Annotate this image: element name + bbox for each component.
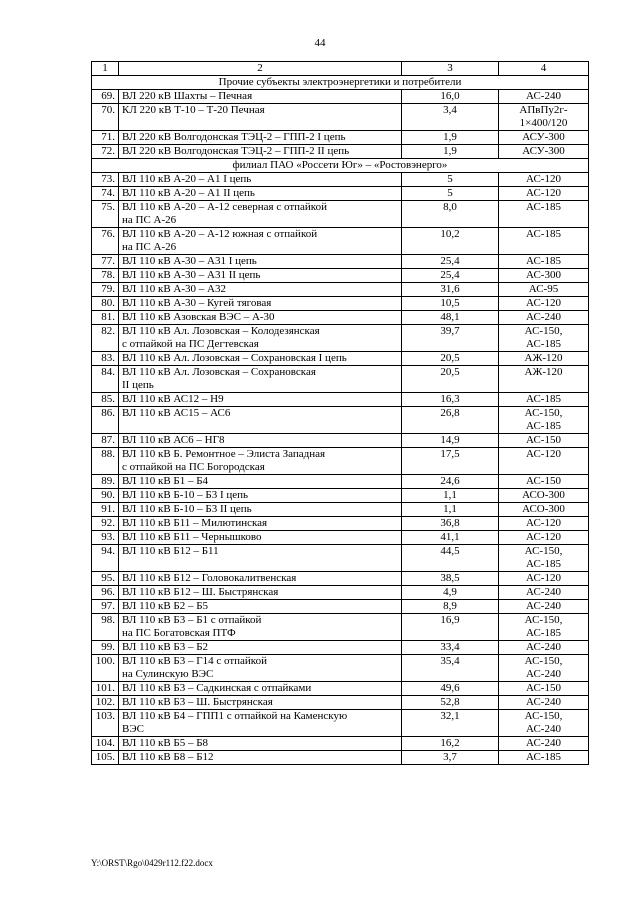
line-length: 1,9 [402, 145, 499, 159]
table-row [92, 407, 589, 434]
wire-type: АС-150 [499, 434, 589, 448]
wire-type: АС-240 [499, 641, 589, 655]
line-name: ВЛ 220 кВ Шахты – Печная [119, 90, 402, 104]
wire-type: АС-300 [499, 269, 589, 283]
row-number: 78. [92, 269, 119, 283]
line-name: ВЛ 110 кВ Б3 – Ш. Быстрянская [119, 696, 402, 710]
line-name: ВЛ 110 кВ Б3 – Г14 с отпайкой на Сулинскую ВЭС [119, 655, 402, 682]
line-name: ВЛ 110 кВ Б12 – Головокалитвенская [119, 572, 402, 586]
line-length: 38,5 [402, 572, 499, 586]
line-length: 14,9 [402, 434, 499, 448]
row-number: 89. [92, 475, 119, 489]
wire-type: АС-150, АС-185 [499, 545, 589, 572]
wire-type: АЖ-120 [499, 352, 589, 366]
wire-type: АС-185 [499, 393, 589, 407]
row-number: 73. [92, 173, 119, 187]
line-name: ВЛ 110 кВ АС12 – Н9 [119, 393, 402, 407]
row-number: 85. [92, 393, 119, 407]
table-header-row [92, 62, 589, 76]
row-number: 94. [92, 545, 119, 572]
wire-type: АС-185 [499, 255, 589, 269]
line-name: ВЛ 110 кВ АС6 – НГ8 [119, 434, 402, 448]
table-row [92, 751, 589, 765]
row-number: 91. [92, 503, 119, 517]
wire-type: АСО-300 [499, 503, 589, 517]
table-row [92, 366, 589, 393]
wire-type: АСУ-300 [499, 131, 589, 145]
line-length: 41,1 [402, 531, 499, 545]
wire-type: АС-120 [499, 173, 589, 187]
line-length: 8,9 [402, 600, 499, 614]
line-length: 32,1 [402, 710, 499, 737]
line-length: 10,2 [402, 228, 499, 255]
section-title: филиал ПАО «Россети Юг» – «Ростовэнерго» [92, 159, 589, 173]
row-number: 90. [92, 489, 119, 503]
line-name: ВЛ 110 кВ Б1 – Б4 [119, 475, 402, 489]
line-name: ВЛ 110 кВ А-30 – А31 I цепь [119, 255, 402, 269]
wire-type: АПвПу2г- 1×400/120 [499, 104, 589, 131]
row-number: 81. [92, 311, 119, 325]
line-length: 36,8 [402, 517, 499, 531]
line-length: 3,4 [402, 104, 499, 131]
line-name: ВЛ 110 кВ Ал. Лозовская – Сохрановская I цепь [119, 352, 402, 366]
wire-type: АС-185 [499, 228, 589, 255]
table-row [92, 255, 589, 269]
line-length: 16,2 [402, 737, 499, 751]
row-number: 99. [92, 641, 119, 655]
row-number: 69. [92, 90, 119, 104]
wire-type: АС-150, АС-240 [499, 710, 589, 737]
wire-type: АС-240 [499, 586, 589, 600]
line-length: 1,1 [402, 503, 499, 517]
row-number: 79. [92, 283, 119, 297]
line-length: 20,5 [402, 352, 499, 366]
header-cell: 2 [119, 62, 402, 76]
line-name: ВЛ 110 кВ А-20 – А1 II цепь [119, 187, 402, 201]
row-number: 76. [92, 228, 119, 255]
table-row [92, 489, 589, 503]
line-name: ВЛ 110 кВ Б8 – Б12 [119, 751, 402, 765]
row-number: 92. [92, 517, 119, 531]
line-name: ВЛ 220 кВ Волгодонская ТЭЦ-2 – ГПП-2 I цепь [119, 131, 402, 145]
wire-type: АС-120 [499, 187, 589, 201]
line-name: ВЛ 110 кВ А-20 – А1 I цепь [119, 173, 402, 187]
row-number: 83. [92, 352, 119, 366]
table-row [92, 131, 589, 145]
table-row [92, 187, 589, 201]
section-row [92, 76, 589, 90]
row-number: 88. [92, 448, 119, 475]
line-length: 33,4 [402, 641, 499, 655]
table-row [92, 682, 589, 696]
line-length: 8,0 [402, 201, 499, 228]
table-row [92, 104, 589, 131]
table-row [92, 434, 589, 448]
wire-type: АС-120 [499, 448, 589, 475]
line-length: 24,6 [402, 475, 499, 489]
section-row [92, 159, 589, 173]
table-row [92, 173, 589, 187]
line-name: ВЛ 110 кВ Ал. Лозовская – Сохрановская II цепь [119, 366, 402, 393]
table-row [92, 228, 589, 255]
row-number: 70. [92, 104, 119, 131]
row-number: 95. [92, 572, 119, 586]
row-number: 80. [92, 297, 119, 311]
wire-type: АС-120 [499, 572, 589, 586]
line-length: 52,8 [402, 696, 499, 710]
page-number: 44 [314, 37, 326, 49]
wire-type: АС-240 [499, 311, 589, 325]
table-row [92, 531, 589, 545]
table-row [92, 517, 589, 531]
table-row [92, 655, 589, 682]
table-row [92, 696, 589, 710]
line-length: 49,6 [402, 682, 499, 696]
table-row [92, 393, 589, 407]
header-cell: 1 [92, 62, 119, 76]
header-cell: 4 [499, 62, 589, 76]
line-length: 26,8 [402, 407, 499, 434]
row-number: 93. [92, 531, 119, 545]
line-name: ВЛ 110 кВ А-30 – А32 [119, 283, 402, 297]
file-path-footer: Y:\ORST\Rgo\0429r112.f22.docx [91, 858, 213, 868]
wire-type: АС-150 [499, 682, 589, 696]
table-row [92, 297, 589, 311]
wire-type: АС-95 [499, 283, 589, 297]
line-length: 1,1 [402, 489, 499, 503]
wire-type: АС-150 [499, 475, 589, 489]
line-name: ВЛ 110 кВ Ал. Лозовская – Колодезянская с отпайкой на ПС Дегтевская [119, 325, 402, 352]
row-number: 87. [92, 434, 119, 448]
line-length: 10,5 [402, 297, 499, 311]
wire-type: АС-150, АС-185 [499, 614, 589, 641]
line-length: 17,5 [402, 448, 499, 475]
line-name: ВЛ 110 кВ Б11 – Милютинская [119, 517, 402, 531]
line-length: 25,4 [402, 255, 499, 269]
line-name: ВЛ 110 кВ Б11 – Чернышково [119, 531, 402, 545]
line-name: ВЛ 110 кВ Б3 – Садкинская с отпайками [119, 682, 402, 696]
line-name: ВЛ 110 кВ А-30 – Кугей тяговая [119, 297, 402, 311]
table-row [92, 201, 589, 228]
table-row [92, 283, 589, 297]
row-number: 71. [92, 131, 119, 145]
table-row [92, 641, 589, 655]
line-name: ВЛ 110 кВ Б4 – ГПП1 с отпайкой на Каменскую ВЭС [119, 710, 402, 737]
line-name: ВЛ 110 кВ Б3 – Б2 [119, 641, 402, 655]
line-length: 4,9 [402, 586, 499, 600]
line-name: КЛ 220 кВ Т-10 – Т-20 Печная [119, 104, 402, 131]
table-row [92, 269, 589, 283]
line-length: 16,0 [402, 90, 499, 104]
table-row [92, 475, 589, 489]
row-number: 75. [92, 201, 119, 228]
row-number: 82. [92, 325, 119, 352]
line-length: 5 [402, 173, 499, 187]
table-row [92, 145, 589, 159]
row-number: 96. [92, 586, 119, 600]
wire-type: АСУ-300 [499, 145, 589, 159]
table-row [92, 325, 589, 352]
line-length: 44,5 [402, 545, 499, 572]
wire-type: АС-185 [499, 201, 589, 228]
row-number: 98. [92, 614, 119, 641]
line-length: 16,3 [402, 393, 499, 407]
table-row [92, 572, 589, 586]
line-name: ВЛ 110 кВ Б. Ремонтное – Элиста Западная с отпайкой на ПС Богородская [119, 448, 402, 475]
line-length: 16,9 [402, 614, 499, 641]
line-name: ВЛ 110 кВ А-20 – А-12 южная с отпайкой на ПС А-26 [119, 228, 402, 255]
wire-type: АС-150, АС-240 [499, 655, 589, 682]
table-row [92, 586, 589, 600]
wire-type: АС-240 [499, 600, 589, 614]
wire-type: АС-240 [499, 737, 589, 751]
line-name: ВЛ 220 кВ Волгодонская ТЭЦ-2 – ГПП-2 II цепь [119, 145, 402, 159]
line-length: 25,4 [402, 269, 499, 283]
table-row [92, 311, 589, 325]
line-length: 3,7 [402, 751, 499, 765]
wire-type: АСО-300 [499, 489, 589, 503]
line-name: ВЛ 110 кВ Б2 – Б5 [119, 600, 402, 614]
table-row [92, 600, 589, 614]
row-number: 100. [92, 655, 119, 682]
line-name: ВЛ 110 кВ АС15 – АС6 [119, 407, 402, 434]
row-number: 86. [92, 407, 119, 434]
row-number: 105. [92, 751, 119, 765]
table-row [92, 503, 589, 517]
line-length: 48,1 [402, 311, 499, 325]
wire-type: АС-120 [499, 297, 589, 311]
line-length: 5 [402, 187, 499, 201]
row-number: 84. [92, 366, 119, 393]
wire-type: АС-150, АС-185 [499, 325, 589, 352]
table-row [92, 737, 589, 751]
row-number: 74. [92, 187, 119, 201]
line-name: ВЛ 110 кВ Б3 – Б1 с отпайкой на ПС Богатовская ПТФ [119, 614, 402, 641]
wire-type: АС-240 [499, 90, 589, 104]
section-title: Прочие субъекты электроэнергетики и потребители [92, 76, 589, 90]
table-row [92, 710, 589, 737]
row-number: 103. [92, 710, 119, 737]
wire-type: АЖ-120 [499, 366, 589, 393]
wire-type: АС-120 [499, 531, 589, 545]
line-name: ВЛ 110 кВ А-20 – А-12 северная с отпайкой на ПС А-26 [119, 201, 402, 228]
row-number: 72. [92, 145, 119, 159]
line-length: 39,7 [402, 325, 499, 352]
row-number: 77. [92, 255, 119, 269]
power-lines-table [91, 61, 589, 765]
line-name: ВЛ 110 кВ Азовская ВЭС – А-30 [119, 311, 402, 325]
table-row [92, 352, 589, 366]
line-name: ВЛ 110 кВ Б5 – Б8 [119, 737, 402, 751]
wire-type: АС-240 [499, 696, 589, 710]
wire-type: АС-120 [499, 517, 589, 531]
row-number: 101. [92, 682, 119, 696]
header-cell: 3 [402, 62, 499, 76]
line-name: ВЛ 110 кВ Б12 – Ш. Быстрянская [119, 586, 402, 600]
table-row [92, 90, 589, 104]
row-number: 104. [92, 737, 119, 751]
wire-type: АС-185 [499, 751, 589, 765]
row-number: 97. [92, 600, 119, 614]
line-name: ВЛ 110 кВ Б-10 – Б3 I цепь [119, 489, 402, 503]
table-row [92, 614, 589, 641]
line-length: 1,9 [402, 131, 499, 145]
row-number: 102. [92, 696, 119, 710]
wire-type: АС-150, АС-185 [499, 407, 589, 434]
line-name: ВЛ 110 кВ Б-10 – Б3 II цепь [119, 503, 402, 517]
line-length: 31,6 [402, 283, 499, 297]
line-length: 35,4 [402, 655, 499, 682]
line-name: ВЛ 110 кВ А-30 – А31 II цепь [119, 269, 402, 283]
line-name: ВЛ 110 кВ Б12 – Б11 [119, 545, 402, 572]
table-row [92, 448, 589, 475]
line-length: 20,5 [402, 366, 499, 393]
table-row [92, 545, 589, 572]
